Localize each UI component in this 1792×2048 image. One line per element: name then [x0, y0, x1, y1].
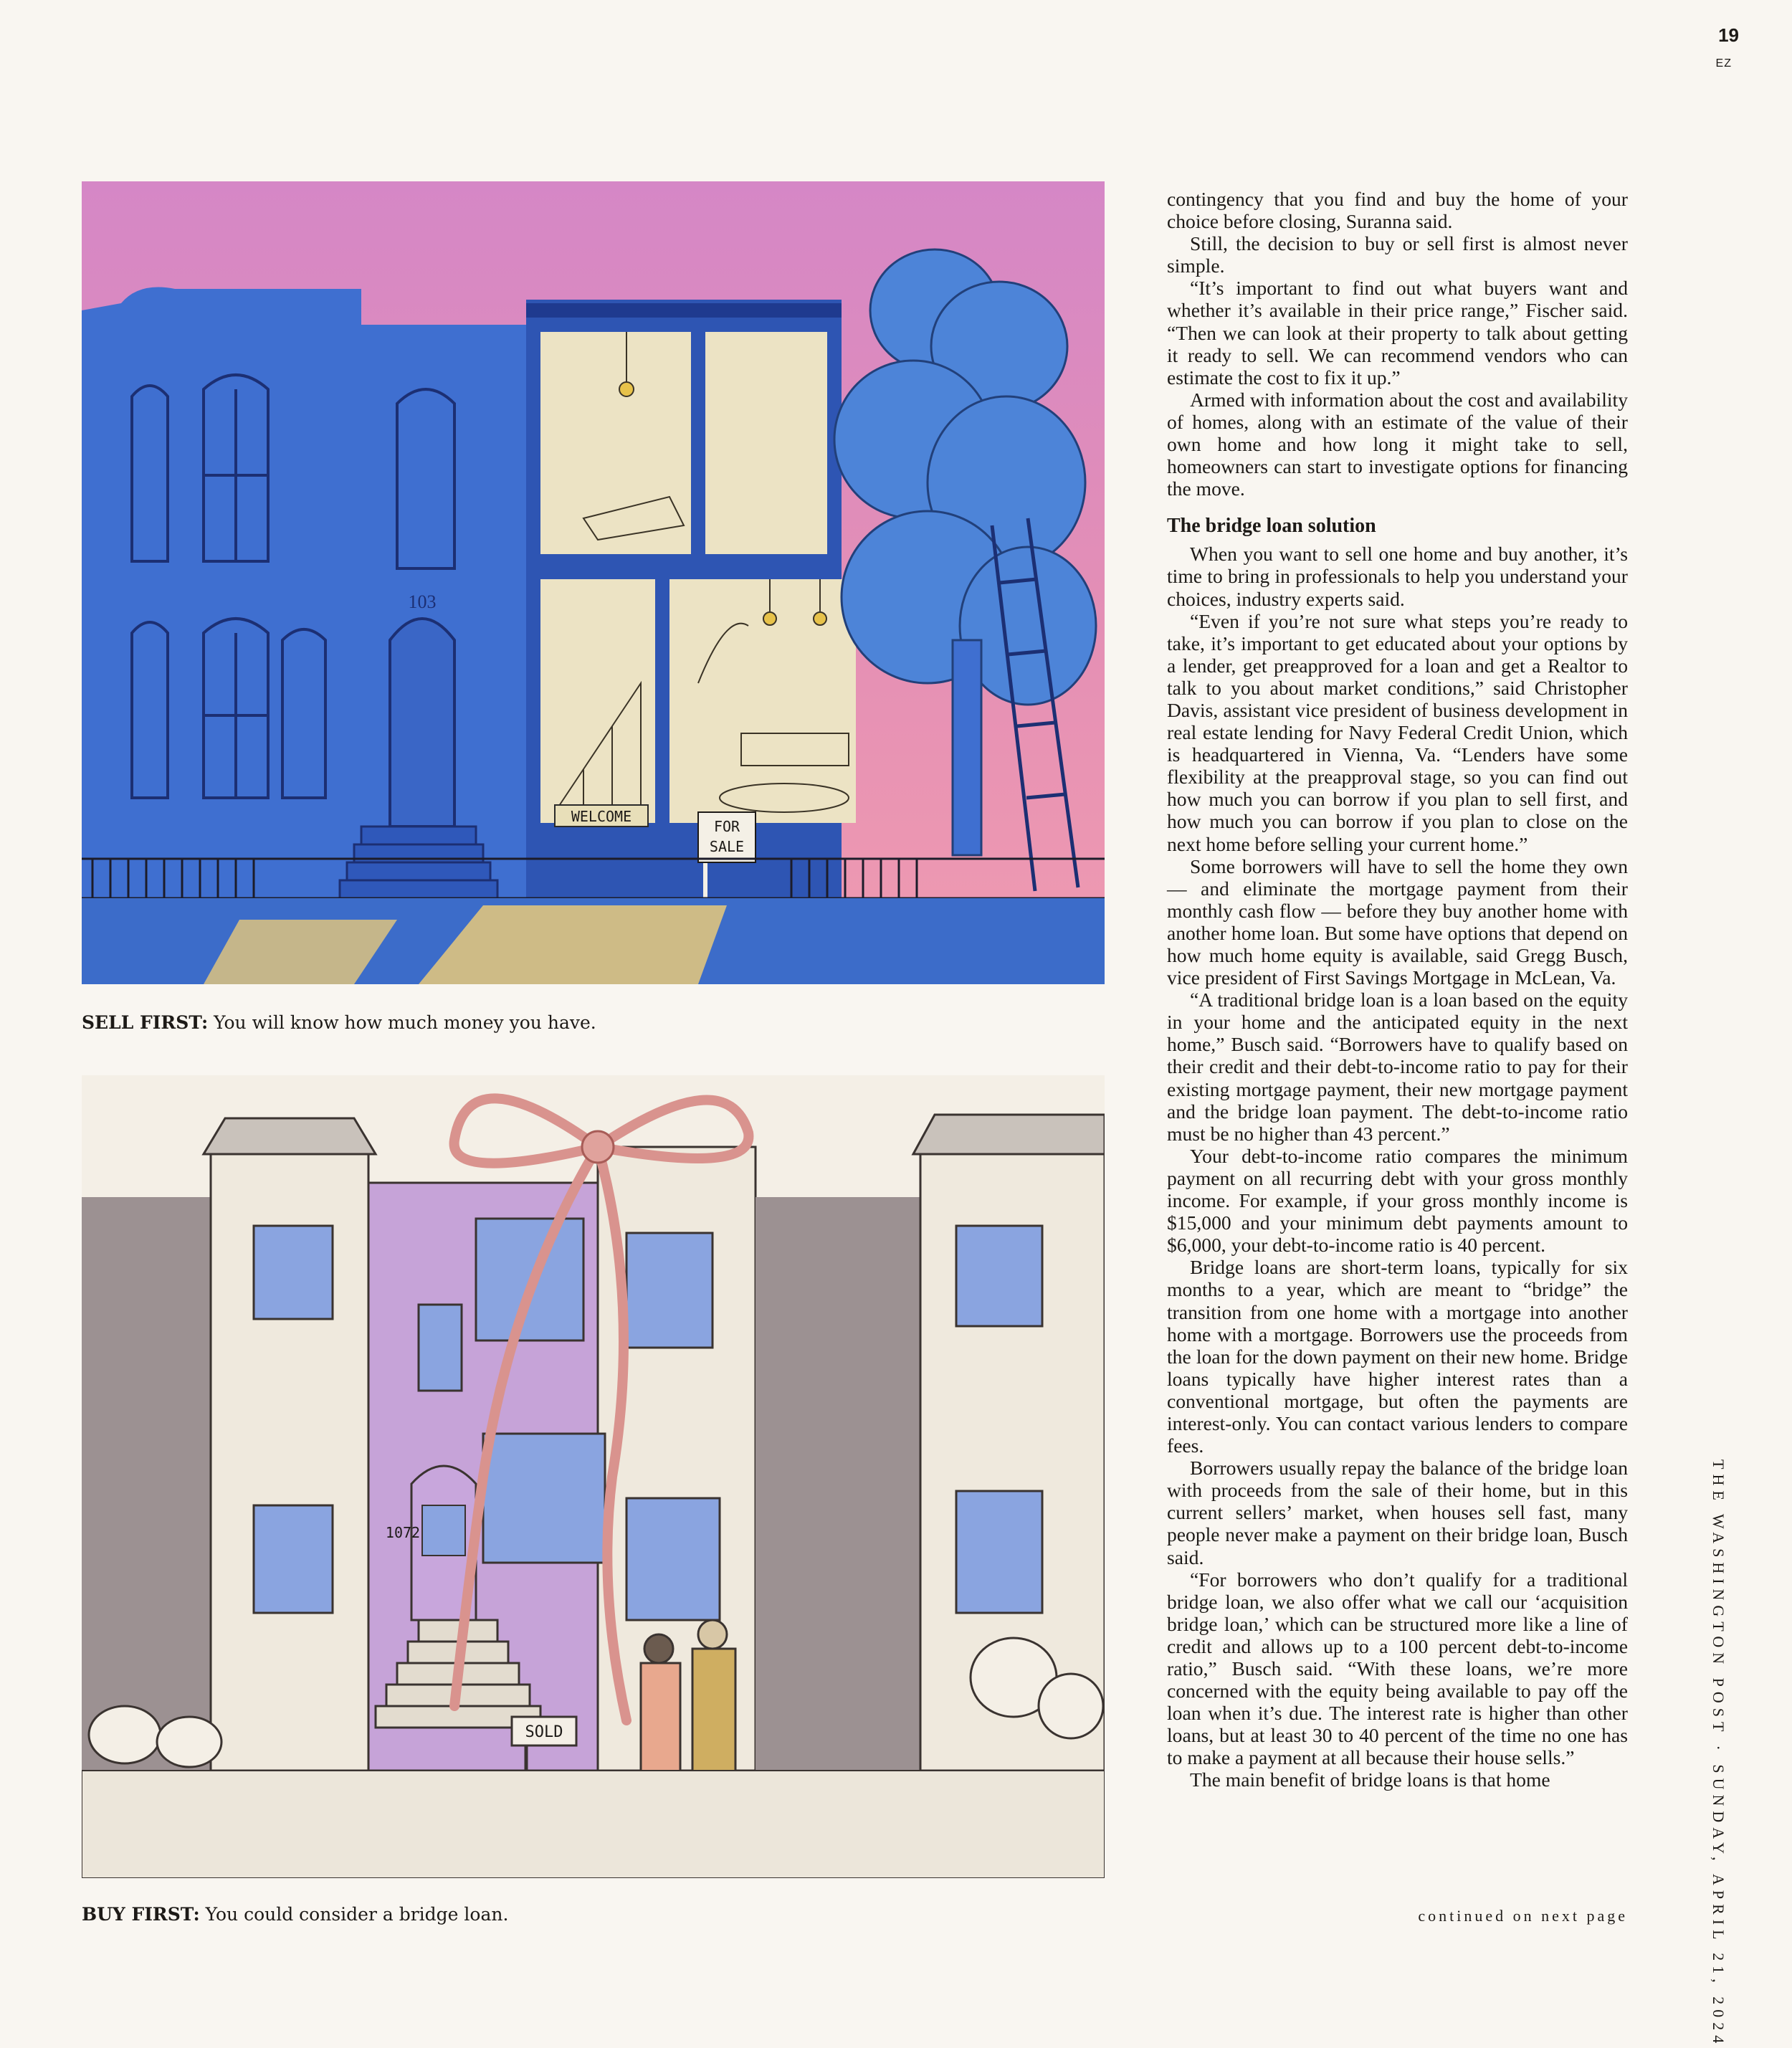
blue-tree: [834, 249, 1096, 705]
ribbon-knot: [582, 1131, 614, 1163]
stair-hall-interior: [540, 579, 655, 823]
caption-sell-text: You will know how much money you have.: [208, 1012, 596, 1033]
article-paragraph: Armed with information about the cost and availability of homes, along with an estimate of the value of their own home and how long it might take to sell, homeowners can start to investigate options for financing the move.: [1167, 388, 1628, 500]
arched-door: [390, 619, 454, 827]
right-gray-house: [756, 1197, 920, 1771]
buy-first-illustration: [82, 1075, 1105, 1878]
caption-buy-text: You could consider a bridge loan.: [199, 1904, 509, 1925]
article-paragraph: Bridge loans are short-term loans, typically for six months to a year, which are meant to “bridge” the transition from one home with a mortgage into another home with a mortgage. Borrowers use the proceeds from the loan for the down payment on their new home. Bridge loans typically have higher interest rates than a conventional mortgage, but often the payments are interest-only. You can contact various lenders to compare fees.: [1167, 1256, 1628, 1457]
sell-first-illustration: [82, 181, 1105, 984]
article-paragraph-last: The main benefit of bridge loans is that home: [1190, 1768, 1550, 1791]
article-paragraph: “A traditional bridge loan is a loan based on the equity in your home and the anticipated equity in the next home,” Busch said. “Borrowers have to qualify based on their credit and their debt-to-income ratio to pay for their existing mortgage payment, their new mortgage payment and the bridge loan payment. The debt-to-income ratio must be no higher than 43 percent.”: [1167, 989, 1628, 1145]
sold-sign-text: SOLD: [525, 1723, 563, 1741]
door-window: [422, 1505, 465, 1556]
continued-on-next-page: continued on next page: [1418, 1907, 1628, 1925]
kid-room-interior: [705, 332, 827, 554]
caption-buy-lead: BUY FIRST:: [82, 1904, 200, 1925]
living-room-interior: [669, 579, 856, 823]
for-sale-sign-line2: SALE: [709, 838, 745, 855]
article-paragraph: “Even if you’re not sure what steps you’re ready to take, it’s important to get educated about your options by a lender, get preapproved for a loan and get a Realtor to talk to you about market conditions,” said Christopher Davis, assistant vice president of business development in real estate lending for Navy Federal Credit Union, which is headquartered in Vienna, Va. “Lenders have some flexibility at the preapproval stage, so you can find out how much you can borrow if you plan to sell first, and how much you can borrow if you plan to close on the next home before selling your current home.”: [1167, 609, 1628, 855]
welcome-mat-text: WELCOME: [571, 808, 632, 825]
article-paragraph: Some borrowers will have to sell the home they own — and eliminate the mortgage payment from their monthly cash flow — before they buy another home with another home loan. But some have options that depend on how much home equity is available, said Gregg Busch, vice president of First Savings Mortgage in McLean, Va.: [1167, 854, 1628, 989]
article-paragraph: “It’s important to find out what buyers want and whether it’s available in their price range,” Fischer said. “Then we can look at their property to talk about getting it ready to sell. We can recommend vendors who can estimate the cost to fix it up.”: [1167, 277, 1628, 389]
stoop-steps: [340, 827, 497, 898]
for-sale-sign-line1: FOR: [713, 818, 740, 835]
caption-sell-lead: SELL FIRST:: [82, 1012, 209, 1033]
sidewalk: [82, 1771, 1105, 1878]
far-right-roof: [913, 1115, 1105, 1154]
edition-code: EZ: [1715, 57, 1732, 70]
caption-sell-first: [82, 1012, 596, 1034]
article-paragraph: Still, the decision to buy or sell first is almost never simple.: [1167, 232, 1628, 277]
house-number: 103: [408, 591, 437, 612]
blue-rowhouse: [82, 287, 526, 899]
rowhouses-with-bow-drawing: [82, 1075, 1105, 1878]
left-cream-roof: [204, 1118, 376, 1154]
article-paragraph: Borrowers usually repay the balance of the bridge loan with proceeds from the sale of their home, but in this current sellers’ market, when houses sell fast, many people never make a payment on their bridge loan, Busch said.: [1167, 1457, 1628, 1568]
cutaway-cornice: [526, 303, 842, 318]
caption-buy-first: [82, 1904, 508, 1925]
article-paragraph: “For borrowers who don’t qualify for a traditional bridge loan, we also offer what we call our ‘acquisition bridge loan,’ which can be structured more like a line of credit and allows up to a 100 percent debt-to-income ratio,” Busch said. “With these loans, we’re more concerned with the equity being available to pay off the loan when it’s due. The interest rate is higher than other loans, but at least 30 to 40 percent of the time no one has to make a payment at all because their house sells.”: [1167, 1568, 1628, 1769]
tree-trunk: [953, 640, 981, 855]
article-paragraph: When you want to sell one home and buy another, it’s time to bring in professionals to help you understand your choices, industry experts said.: [1167, 543, 1628, 610]
bedroom-interior: [540, 332, 691, 554]
subhead-bridge-loan: The bridge loan solution: [1167, 515, 1376, 538]
page-number: 19: [1718, 24, 1739, 46]
house-number-1072: 1072: [385, 1524, 421, 1541]
blue-rowhouse-drawing: [82, 181, 1105, 984]
article-paragraph: Your debt-to-income ratio compares the minimum payment on all recurring debt with your gross monthly income. For example, if your gross monthly income is $15,000 and your minimum debt payments amount to $6,000, your debt-to-income ratio is 40 percent.: [1167, 1144, 1628, 1257]
vertical-dateline: THE WASHINGTON POST · SUNDAY, APRIL 21, 2024: [1710, 1459, 1727, 2048]
article-paragraph: contingency that you find and buy the home of your choice before closing, Suranna said.: [1167, 188, 1628, 233]
article-column: [1167, 188, 1628, 1791]
